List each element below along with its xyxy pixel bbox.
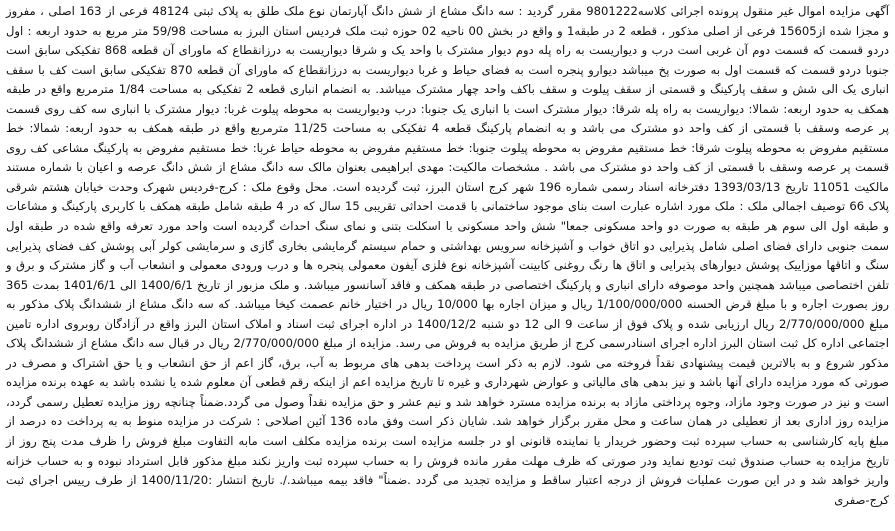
notice-body-text: آگهی مزایده اموال غیر منقول پرونده اجرائی کلاسه9801222 مقرر گردید : سه دانگ مشاع از شش دانگ آپارتمان نوع ملک طلق به پلاک ثبتی 48124 فرعی از 163 اصلی ، مفروز و مجزا شده از15605 فرعی از اصلی مذکور ، قطعه 2 در طبقه1 و واقع در بخش 00 ناحیه 02 حوزه ثبت ملک فردیس استان البرز به مساحت 59/98 متر مربع به حدود اربعه : اول دردو قسمت که قسمت دوم آن غربی است درب و دیواریست به راه پله دوم دیوار مشترک با واحد یک و شرقا دیواریست به درزانقطاع که ماورای آن قطعه 868 تفکیکی سابق است جنوبا دردو قسمت که قسمت اول به صورت پخ میباشد دیوارو پنجره است به فضای حیاط و غربا دیواریست به درزانقطاع که ماورای آن قطعه 870 تفکیکی سابق است کف با سقف انباری یک الی شش و سقف پارکینگ و قسمتی از سقف پیلوت و سقف باکف واحد چهار مشترک میباشد. به انضمام انباری قطعه 2 تفکیکی به مساحت 1/84 مترمربع واقع در طبقه همکف به حدود اربعه: شمالا: دیواریست به راه پله شرقا: دیوار مشترک است با انباری یک جنوبا: درب ودیواریست به محوطه پیلوت غربا: دیوار مشترک با انباری سه کف روی قسمت پر عرصه وسقف با قسمتی از کف واحد دو مشترک می باشد و به انضمام پارکینگ قطعه 4 تفکیکی به مساحت 11/25 مترمربع واقع در طبقه همکف به حدود اربعه: شمالا: خط مستقیم مفروض به محوطه پیلوت شرقا: خط مستقیم مفروض به محوطه پیلوت جنوبا: خط مستقیم مفروض به محوطه حیاط غربا: خط مستقیم مفروض به پارکینگ مشاعی کف روی قسمت پر عرصه وسقف با قسمتی از کف واحد دو مشترک می باشد . مشخصات مالکیت: مهدی ابراهیمی بعنوان مالک سه دانگ مشاع از شش دانگ عرصه و اعیان با شماره مستند مالکیت 11051 تاریخ 1393/03/13 دفترخانه اسناد رسمی شماره 196 شهر کرج استان البرز، ثبت گردیده است. محل وقوع ملک : کرج-فردیس شهرک وحدت خیابان هشتم شرقی پلاک 66 توصیف اجمالی ملک : ملک مورد اشاره عبارت است بنای موجود ساختمانی با قدمت احداثی تقریبی 15 سال که در 4 طبقه شامل طبقه همکف با کاربری پارکینگ و مشاعات و طبقه اول الی سوم هر طبقه به صورت دو واحد مسکونی جمعا" شش واحد مسکونی با اسکلت بتنی و نمای سنگ احداث گردیده است واحد مورد تعرفه واقع شده در طبقه اول سمت جنوبی دارای فضای اصلی شامل پذیرایی دو اتاق خواب و آشپزخانه سرویس بهداشتی و حمام سیستم گرمایشی بخاری گازی و سرمایشی کولر آبی پوشش کف فضای پذیرایی سنگ و اتاقها موزاییک پوشش دیوارهای پذیرایی و اتاق ها رنگ روغنی کابینت آشپزخانه نوع فلزی آیفون معمولی پنجره ها و درب ورودی معمولی و انشعاب آب و گاز مشترک و برق و تلفن اختصاصی میباشد همچنین واحد موصوفه دارای انباری و پارکینگ اختصاصی در طبقه همکف و فاقد آسانسور میباشد. و ملک مزبور از تاریخ 1400/6/1 الی 1401/6/1 بمدت 365 روز بصورت اجاره و با مبلغ قرض الحسنه 1/100/000/000 ریال و میزان اجاره بها 10/000 ریال در اختیار خانم عصمت کیخا میباشد. که سه دانگ مشاع از ششدانگ پلاک مذکور به مبلغ 2/770/000/000 ریال ارزیابی شده و پلاک فوق از ساعت 9 الی 12 دو شنبه 1400/12/2 در اداره اجرای ثبت اسناد و املاک استان البرز واقع در آزادگان روبروی اداره تامین اجتماعی اداره کل ثبت استان البرز اداره اجرای اسنادرسمی کرج از طریق مزایده به فروش می رسد. مزایده از مبلغ 2/770/000/000 ریال در قبال سه دانگ مشاع از ششدانگ پلاک مذکور شروع و به بالاترین قیمت پیشنهادی نقداً فروخته می شود. لازم به ذکر است پرداخت بدهی های مربوط به آب، برق، گاز اعم از حق انشعاب و یا حق اشتراک و مصرف در صورتی که مورد مزایده دارای آنها باشد و نیز بدهی های مالیاتی و عوارض شهرداری و غیره تا تاریخ مزایده اعم از اینکه رقم قطعی آن معلوم شده یا نشده باشد به عهده برنده مزایده است و نیز در صورت وجود مازاد، وجوه پرداختی مازاد به برنده مزایده مسترد خواهد شد و نیم عشر و حق مزایده نقداً وصول می گردد.ضمناً چنانچه روز مزایده تعطیل رسمی گردد، مزایده روز اداری بعد از تعطیلی در همان ساعت و محل مقرر برگزار خواهد شد. شایان ذکر است وفق ماده 136 آئین اصلاحی : شرکت در مزایده منوط به به پرداخت ده درصد از مبلغ پایه کارشناسی به حساب سپرده ثبت وحضور خریدار یا نماینده قانونی او در جلسه مزایده است برنده مزایده مکلف است مابه التفاوت مبلغ فروش را ظرف مدت پنج روز از تاریخ مزایده به حساب صندوق ثبت تودیع نماید ودر صورتی که ظرف مهلت مقرر مانده فروش را به حساب سپرده ثبت واریز نکند مبلغ مذکور قابل استرداد نبوده و به حساب خزانه واریز خواهد شد و در این صورت عملیات فروش از درجه اعتبار ساقط و مزایده تجدید می گردد .ضمناً" فاقد بیمه میباشد./. تاریخ انتشار :1400/11/20 از طرف رییس اجرای ثبت کرج-صفری bbox=[6, 4, 890, 507]
